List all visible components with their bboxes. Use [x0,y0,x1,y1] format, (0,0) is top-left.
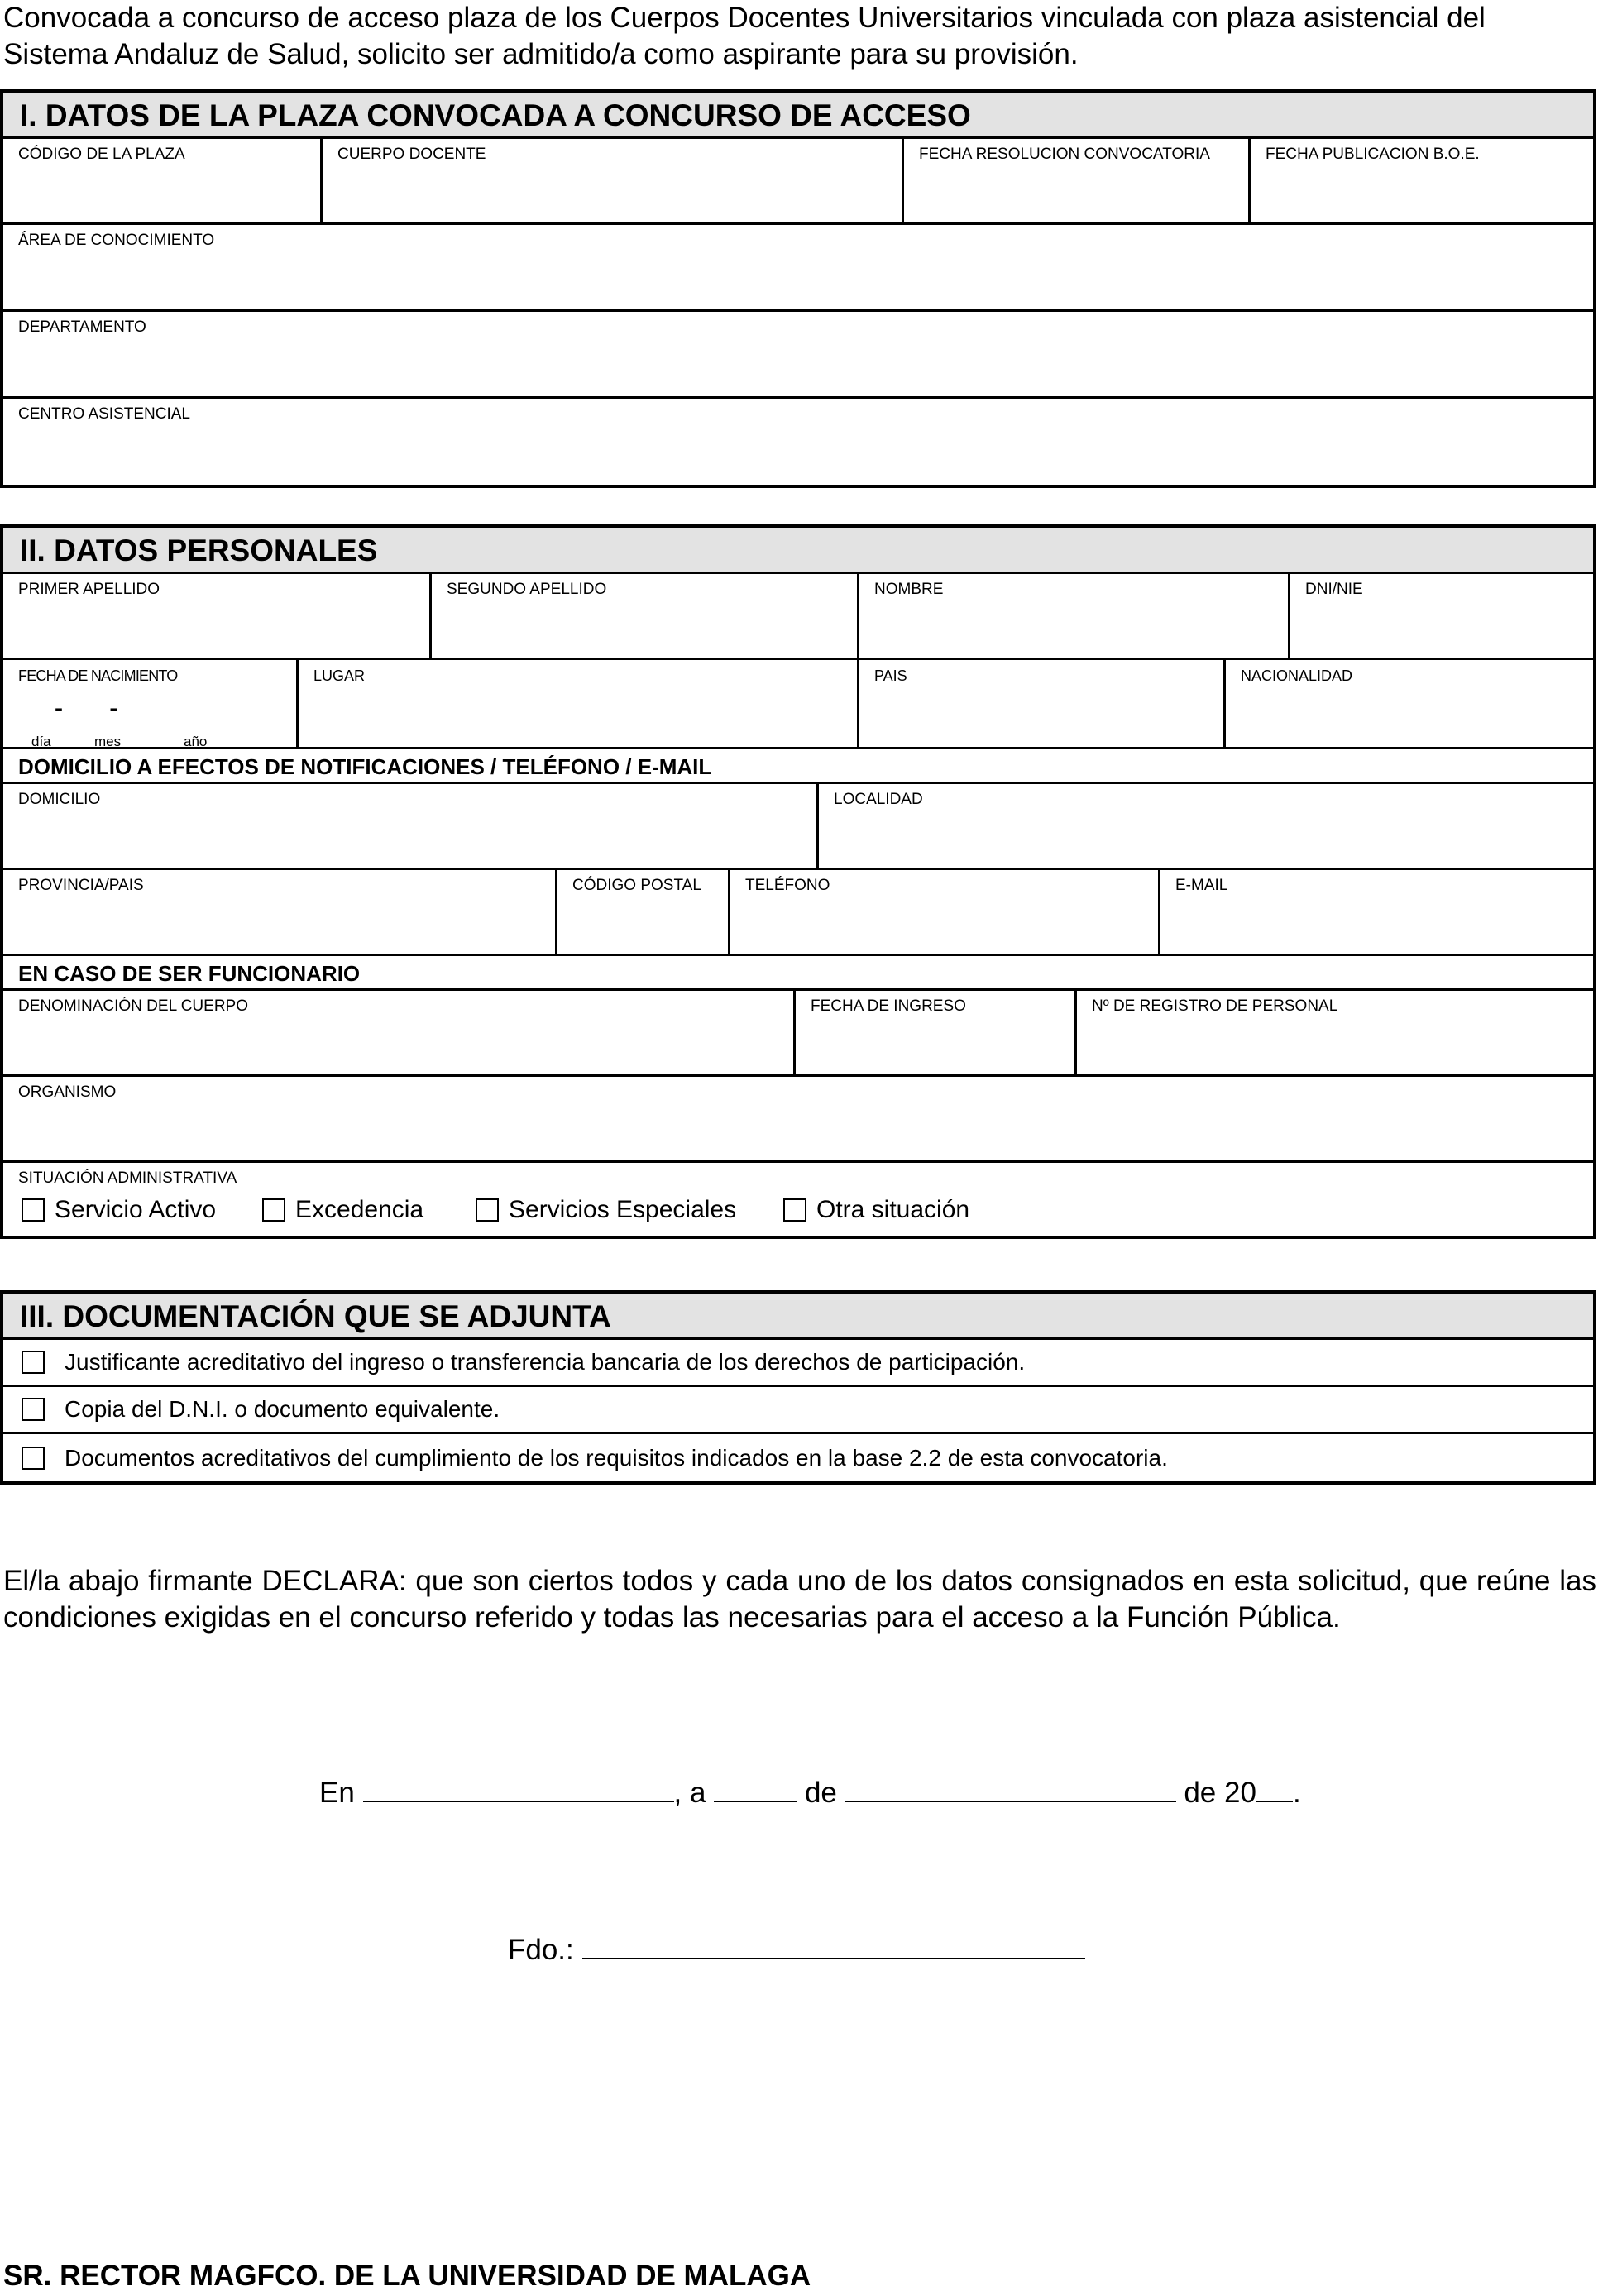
field-fecha-boe[interactable] [1251,139,1593,222]
field-email[interactable] [1160,870,1593,954]
option-label: Otra situación [816,1196,970,1223]
doc-label: Documentos acreditativos del cumplimiento de los requisitos indicados en la base 2.2 de esta convocatoria. [65,1444,1168,1471]
field-lugar[interactable] [299,660,859,747]
place-date-line [319,1775,1301,1811]
field-segundo-apellido[interactable] [432,574,859,658]
doc-item-justificante[interactable] [3,1340,1593,1387]
label-fecha-resolucion: FECHA RESOLUCION CONVOCATORIA [919,146,1210,163]
doc-item-dni[interactable] [3,1387,1593,1434]
field-cuerpo-docente[interactable] [323,139,904,222]
option-servicio-activo[interactable] [22,1196,262,1224]
checkbox-icon[interactable] [476,1198,499,1222]
doc-item-requisitos[interactable] [3,1434,1593,1481]
label-primer-apellido: PRIMER APELLIDO [18,581,160,598]
label-lugar: LUGAR [313,667,366,684]
label-nombre: NOMBRE [874,581,944,598]
label-situacion: SITUACIÓN ADMINISTRATIVA [18,1170,237,1187]
field-fecha-nacimiento[interactable] [3,660,299,747]
declaration-text: El/la abajo firmante DECLARA: que son ciertos todos y cada uno de los datos consignados en esta solicitud, que reúne las condiciones exigidas en el concurso referido y todas las necesarias para el acceso a la Función Pública. [3,1565,1596,1634]
section-documentacion [0,1290,1596,1485]
label-pais: PAIS [874,667,907,684]
label-de: de [804,1777,837,1809]
checkbox-icon[interactable] [783,1198,806,1222]
label-en: En [319,1777,355,1809]
label-codigo-plaza: CÓDIGO DE LA PLAZA [18,146,185,163]
label-dot: . [1292,1777,1301,1809]
field-primer-apellido[interactable] [3,574,432,658]
doc-label: Copia del D.N.I. o documento equivalente. [65,1396,500,1422]
label-fecha-nacimiento: FECHA DE NACIMIENTO [18,667,178,684]
field-domicilio[interactable] [3,784,819,868]
section-documentacion-title: III. DOCUMENTACIÓN QUE SE ADJUNTA [3,1294,1593,1340]
label-mes: mes [94,734,122,749]
section-personal [0,524,1596,1239]
field-provincia[interactable] [3,870,557,954]
label-domicilio: DOMICILIO [18,791,101,808]
label-fecha-boe: FECHA PUBLICACION B.O.E. [1266,146,1480,163]
section-plaza [0,89,1596,488]
blank-dia[interactable] [714,1776,797,1802]
option-label: Excedencia [295,1196,424,1223]
section-personal-title: II. DATOS PERSONALES [3,528,1593,574]
field-fecha-ingreso[interactable] [796,991,1077,1074]
label-cuerpo-docente: CUERPO DOCENTE [337,146,486,163]
date-separators: - - [55,695,118,722]
option-label: Servicio Activo [55,1196,217,1223]
label-registro: Nº DE REGISTRO DE PERSONAL [1092,997,1338,1015]
label-centro: CENTRO ASISTENCIAL [18,405,190,423]
field-dni[interactable] [1290,574,1593,658]
label-provincia: PROVINCIA/PAIS [18,877,144,894]
label-nacionalidad: NACIONALIDAD [1241,667,1353,684]
blank-anio[interactable] [1256,1776,1293,1802]
option-servicios-especiales[interactable] [476,1196,783,1224]
option-label: Servicios Especiales [509,1196,737,1223]
label-fecha-ingreso: FECHA DE INGRESO [811,997,966,1015]
checkbox-icon[interactable] [22,1398,45,1421]
situacion-options [3,1189,1593,1231]
blank-firma[interactable] [582,1933,1085,1959]
field-centro[interactable] [3,399,1593,485]
field-nombre[interactable] [859,574,1290,658]
label-de-20: de 20 [1184,1777,1256,1809]
checkbox-icon[interactable] [22,1447,45,1470]
label-departamento: DEPARTAMENTO [18,318,146,336]
field-telefono[interactable] [730,870,1160,954]
label-dni: DNI/NIE [1305,581,1363,598]
label-denominacion: DENOMINACIÓN DEL CUERPO [18,997,248,1015]
option-otra-situacion[interactable] [783,1196,969,1224]
footer-recipient: SR. RECTOR MAGFCO. DE LA UNIVERSIDAD DE MALAGA [3,2260,811,2292]
option-excedencia[interactable] [262,1196,476,1224]
domicilio-heading: DOMICILIO A EFECTOS DE NOTIFICACIONES / TELÉFONO / E-MAIL [3,749,1593,784]
funcionario-heading: EN CASO DE SER FUNCIONARIO [3,956,1593,991]
blank-lugar[interactable] [363,1776,674,1802]
field-localidad[interactable] [819,784,1593,868]
checkbox-icon[interactable] [262,1198,285,1222]
field-nacionalidad[interactable] [1226,660,1593,747]
field-pais[interactable] [859,660,1226,747]
label-codigo-postal: CÓDIGO POSTAL [572,877,701,894]
field-area[interactable] [3,225,1593,309]
label-anio: año [184,734,208,749]
signature-line [508,1932,1085,1968]
intro-text: Convocada a concurso de acceso plaza de los Cuerpos Docentes Universitarios vinculada con plaza asistencial del Sistema Andaluz de Salud, solicito ser admitido/a como aspirante para su provisión. [3,2,1486,70]
field-denominacion[interactable] [3,991,796,1074]
label-organismo: ORGANISMO [18,1083,117,1101]
label-segundo-apellido: SEGUNDO APELLIDO [447,581,607,598]
label-area: ÁREA DE CONOCIMIENTO [18,232,215,249]
label-fdo: Fdo.: [508,1934,574,1966]
field-departamento[interactable] [3,312,1593,396]
blank-mes[interactable] [845,1776,1176,1802]
field-organismo[interactable] [3,1077,1593,1160]
checkbox-icon[interactable] [22,1198,45,1222]
field-fecha-resolucion[interactable] [904,139,1251,222]
label-email: E-MAIL [1175,877,1228,894]
section-plaza-title: I. DATOS DE LA PLAZA CONVOCADA A CONCURSO DE ACCESO [3,93,1593,139]
field-registro[interactable] [1077,991,1593,1074]
label-telefono: TELÉFONO [745,877,830,894]
label-localidad: LOCALIDAD [834,791,923,808]
date-labels [31,731,207,753]
doc-label: Justificante acreditativo del ingreso o transferencia bancaria de los derechos de participación. [65,1349,1026,1375]
field-codigo-plaza[interactable] [3,139,323,222]
field-codigo-postal[interactable] [557,870,730,954]
label-a: , a [673,1777,706,1809]
label-dia: día [31,734,51,749]
checkbox-icon[interactable] [22,1351,45,1374]
